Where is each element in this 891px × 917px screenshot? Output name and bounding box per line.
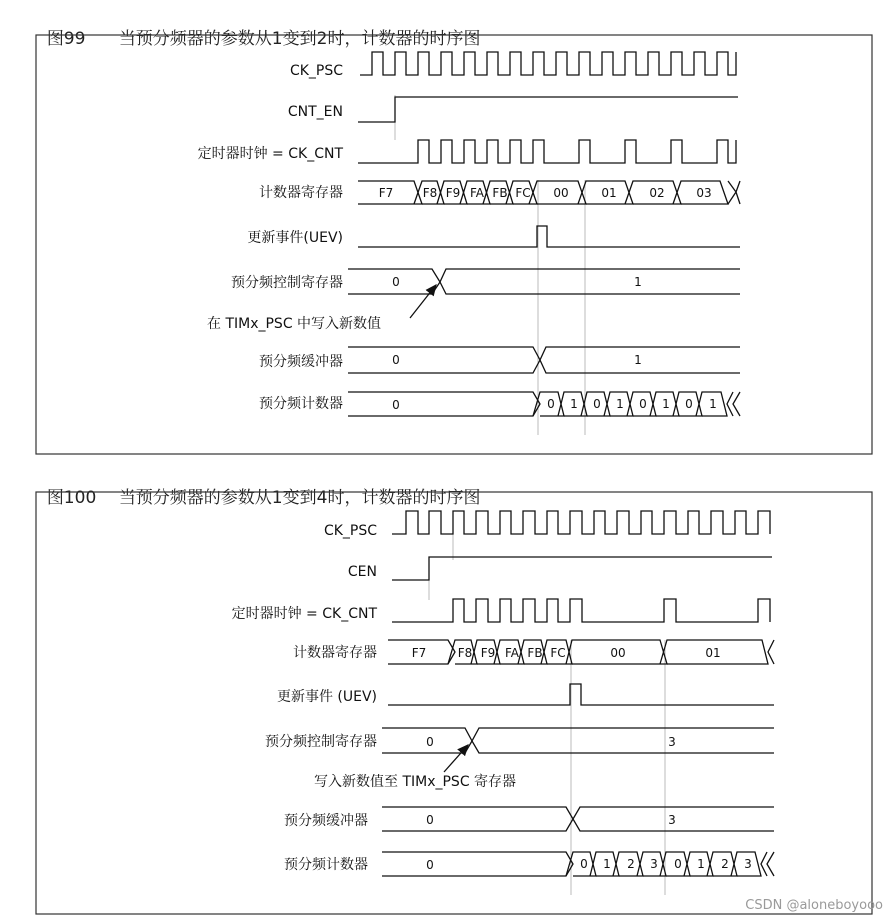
fig100-psc-ctrl-value-1: 3 (668, 735, 676, 749)
fig100-counter-value-3: FA (504, 646, 520, 660)
fig100-annotation: 写入新数值至 TIMx_PSC 寄存器 (314, 774, 517, 790)
fig99-counter-value-7: 01 (601, 186, 617, 200)
fig99-ck-psc-wave (360, 52, 736, 75)
fig99-title: 当预分频器的参数从1变到2时，计数器的时序图 (118, 29, 481, 49)
fig99-guides (395, 95, 585, 435)
fig99-annotation-arrow (410, 285, 436, 318)
fig100-counter-value-2: F9 (480, 646, 496, 660)
fig99-ck-cnt-wave (358, 140, 736, 163)
fig99-counter-value-6: 00 (553, 186, 569, 200)
fig100-label-ck-cnt: 定时器时钟 = CK_CNT (231, 606, 377, 622)
fig99-label-cnt-en: CNT_EN (287, 104, 343, 120)
fig100-number: 图100 (46, 488, 97, 508)
fig99-psc-ctrl-value-0: 0 (392, 275, 400, 289)
fig100-psc-buf-value-0: 0 (426, 813, 434, 827)
fig99-counter-value-1: F8 (422, 186, 438, 200)
fig100-counter-value-4: FB (527, 646, 543, 660)
fig100-ck-cnt-wave (392, 599, 770, 622)
fig99-psc-buf-bus (348, 347, 740, 373)
fig100-counter-value-5: FC (550, 646, 566, 660)
fig100-counter-value-7: 01 (705, 646, 721, 660)
fig100-label-cen: CEN (347, 564, 377, 580)
fig100-psc-ctrl-value-0: 0 (426, 735, 434, 749)
fig99-counter-value-0: F7 (378, 186, 394, 200)
fig100-counter-value-6: 00 (610, 646, 626, 660)
fig99-label-psc-cnt: 预分频计数器 (259, 396, 343, 412)
fig100-uev-wave (388, 684, 774, 705)
fig100-label-psc-buf: 预分频缓冲器 (284, 813, 368, 829)
fig100-psc-buf-bus (382, 807, 774, 831)
fig100-psc-cnt-value-1: 0 (580, 857, 588, 871)
fig100-label-ck-psc: CK_PSC (323, 523, 377, 539)
fig100-counter-value-0: F7 (411, 646, 427, 660)
fig99-counter-value-8: 02 (649, 186, 665, 200)
fig99-label-ck-cnt: 定时器时钟 = CK_CNT (197, 146, 343, 162)
fig99-psc-cnt-value-5: 0 (639, 397, 647, 411)
fig99-psc-buf-value-1: 1 (634, 353, 642, 367)
fig100-counter-value-1: F8 (457, 646, 473, 660)
fig99-psc-cnt-value-2: 1 (570, 397, 578, 411)
fig99-counter-value-5: FC (515, 186, 531, 200)
fig100-ck-psc-wave (392, 511, 770, 534)
fig99-label-psc-buf: 预分频缓冲器 (259, 354, 343, 370)
fig99-label-counter: 计数器寄存器 (259, 185, 343, 201)
fig99-label-psc-ctrl: 预分频控制寄存器 (231, 275, 343, 291)
fig100-label-psc-ctrl: 预分频控制寄存器 (265, 734, 377, 750)
fig99-uev-wave (358, 226, 740, 247)
fig100-psc-cnt-value-4: 3 (650, 857, 658, 871)
fig99-cnt-en-wave (358, 97, 738, 122)
fig99-counter-bus (358, 181, 740, 204)
fig99-counter-value-2: F9 (445, 186, 461, 200)
fig100-label-psc-cnt: 预分频计数器 (284, 857, 368, 873)
fig100-frame (36, 492, 872, 914)
fig100-psc-cnt-value-2: 1 (603, 857, 611, 871)
fig99-label-ck-psc: CK_PSC (289, 63, 343, 79)
fig100-psc-ctrl-bus (382, 728, 774, 753)
fig99-psc-cnt-value-4: 1 (616, 397, 624, 411)
fig99-counter-value-4: FB (492, 186, 508, 200)
fig99-number: 图99 (46, 29, 86, 49)
watermark: CSDN @aloneboyooo (745, 898, 883, 913)
fig100-psc-cnt-value-5: 0 (674, 857, 682, 871)
fig100-guides (429, 530, 665, 895)
fig99-psc-cnt-bus (348, 392, 740, 416)
fig99-psc-cnt-value-8: 1 (709, 397, 717, 411)
fig100-title: 当预分频器的参数从1变到4时，计数器的时序图 (118, 488, 481, 508)
fig99-psc-ctrl-value-1: 1 (634, 275, 642, 289)
fig99-counter-value-3: FA (469, 186, 485, 200)
fig99-label-uev: 更新事件(UEV) (247, 230, 343, 246)
fig100-psc-cnt-bus (382, 852, 774, 876)
fig100-cen-wave (392, 557, 772, 580)
fig99-psc-cnt-value-0: 0 (392, 398, 400, 412)
fig100-psc-cnt-value-8: 3 (744, 857, 752, 871)
fig99-frame (36, 35, 872, 454)
fig99-psc-cnt-value-6: 1 (662, 397, 670, 411)
fig100-annotation-arrow (444, 745, 468, 772)
fig99-psc-cnt-value-1: 0 (547, 397, 555, 411)
fig99-psc-cnt-value-3: 0 (593, 397, 601, 411)
fig100-psc-cnt-value-0: 0 (426, 858, 434, 872)
fig100-psc-cnt-value-7: 2 (721, 857, 729, 871)
fig99-psc-ctrl-bus (348, 269, 740, 294)
fig100-psc-cnt-value-3: 2 (627, 857, 635, 871)
fig100-psc-cnt-value-6: 1 (697, 857, 705, 871)
fig99-psc-buf-value-0: 0 (392, 353, 400, 367)
fig100-psc-buf-value-1: 3 (668, 813, 676, 827)
fig99-counter-value-9: 03 (696, 186, 712, 200)
fig99-annotation: 在 TIMx_PSC 中写入新数值 (207, 316, 382, 332)
fig100-label-counter: 计数器寄存器 (293, 645, 377, 661)
fig100-label-uev: 更新事件 (UEV) (276, 689, 377, 705)
fig99-psc-cnt-value-7: 0 (685, 397, 693, 411)
